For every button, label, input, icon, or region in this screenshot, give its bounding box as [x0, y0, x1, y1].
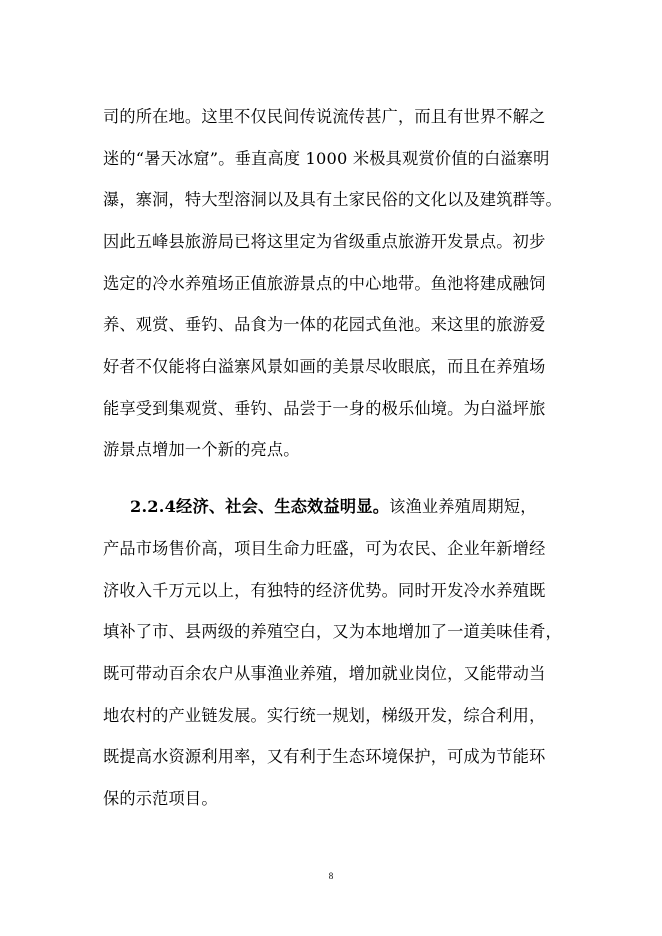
paragraph1-line-4: 因此五峰县旅游局已将这里定为省级重点旅游开发景点。初步	[103, 232, 546, 251]
paragraph2-line-1-rest: 该渔业养殖周期短，	[389, 497, 537, 516]
section-heading: 2.2.4经济、社会、生态效益明显。	[130, 497, 390, 516]
paragraph1-line-7: 好者不仅能将白溢寨风景如画的美景尽收眼底，而且在养殖场	[103, 357, 546, 376]
paragraph1-line-6: 养、观赏、垂钓、品食为一体的花园式鱼池。来这里的旅游爱	[103, 315, 546, 334]
paragraph2-line-3: 济收入千万元以上，有独特的经济优势。同时开发冷水养殖既	[103, 581, 546, 600]
paragraph1-line-5: 选定的冷水养殖场正值旅游景点的中心地带。鱼池将建成融饲	[103, 274, 546, 293]
paragraph1-line-9: 游景点增加一个新的亮点。	[103, 440, 300, 459]
paragraph2-line-5: 既可带动百余农户从事渔业养殖，增加就业岗位，又能带动当	[103, 664, 546, 683]
paragraph2-line-1	[130, 497, 537, 517]
paragraph2-line-7: 既提高水资源利用率，又有利于生态环境保护，可成为节能环	[103, 747, 546, 766]
paragraph1-line-3: 瀑，寨洞，特大型溶洞以及具有土家民俗的文化以及建筑群等。	[103, 190, 562, 209]
paragraph2-line-4: 填补了市、县两级的养殖空白，又为本地增加了一道美味佳肴，	[103, 622, 562, 641]
paragraph1-line-1: 司的所在地。这里不仅民间传说流传甚广，而且有世界不解之	[103, 107, 546, 126]
paragraph2-line-8: 保的示范项目。	[103, 789, 218, 808]
paragraph1-line-2: 迷的“暑天冰窟”。垂直高度 1000 米极具观赏价值的白溢寨明	[103, 149, 550, 168]
paragraph2-line-6: 地农村的产业链发展。实行统一规划，梯级开发，综合利用，	[103, 706, 546, 725]
paragraph1-line-8: 能享受到集观赏、垂钓、品尝于一身的极乐仙境。为白溢坪旅	[103, 399, 546, 418]
page-number: 8	[328, 871, 334, 881]
paragraph2-line-2: 产品市场售价高，项目生命力旺盛，可为农民、企业年新增经	[103, 539, 546, 558]
